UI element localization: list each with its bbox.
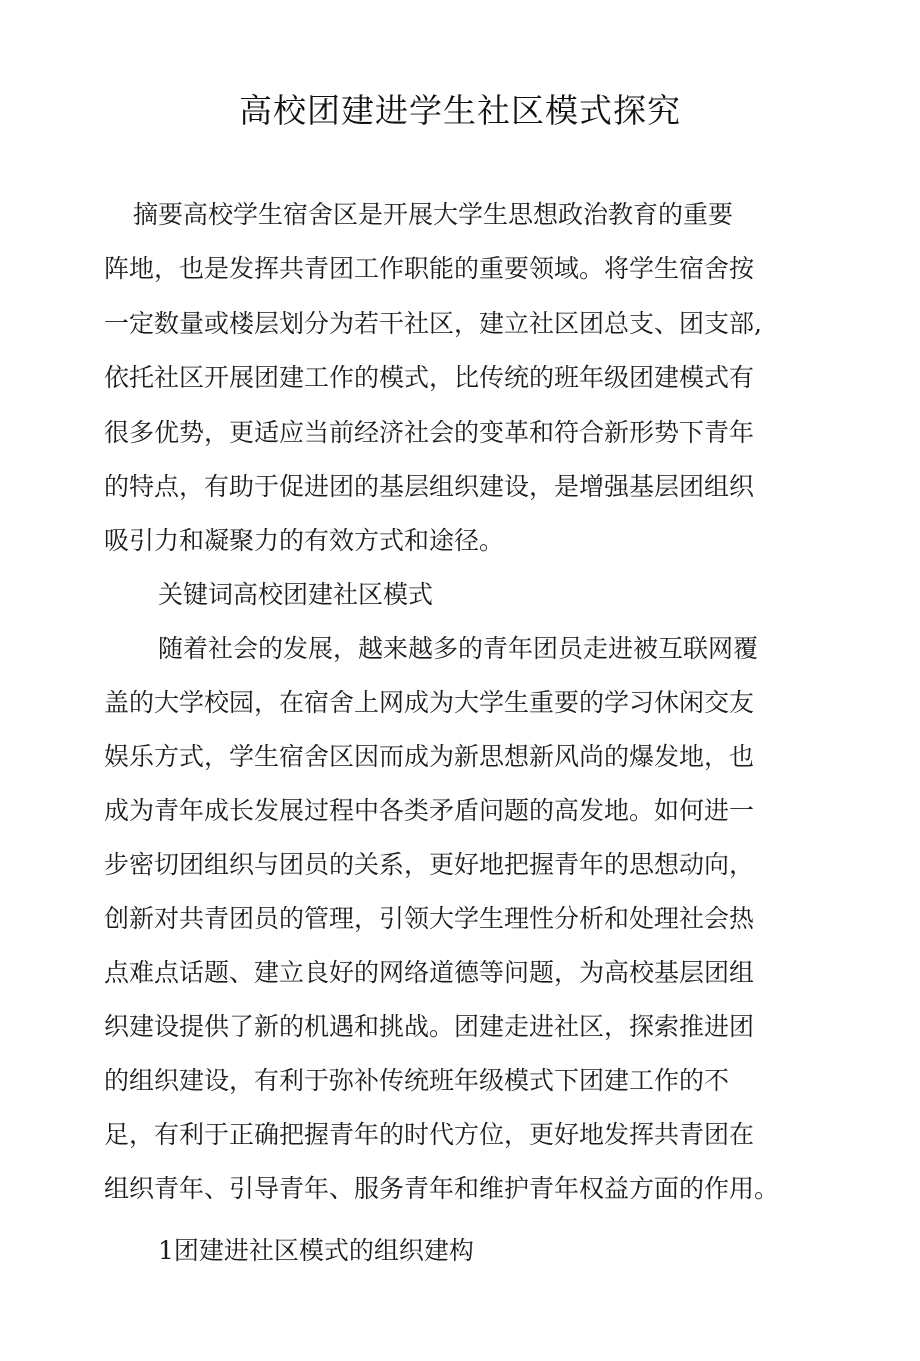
keywords-line: 关键词高校团建社区模式: [158, 580, 434, 609]
section-heading: 1团建进社区模式的组织建构: [158, 1236, 474, 1265]
body-line: 成为青年成长发展过程中各类矛盾问题的高发地。如何进一: [104, 796, 755, 825]
document-title: 高校团建进学生社区模式探究: [239, 91, 681, 130]
body-line: 足，有利于正确把握青年的时代方位，更好地发挥共青团在: [104, 1120, 755, 1149]
body-line: 组织青年、引导青年、服务青年和维护青年权益方面的作用。: [104, 1174, 780, 1203]
body-line: 随着社会的发展，越来越多的青年团员走进被互联网覆: [158, 634, 759, 663]
abstract-line: 很多优势，更适应当前经济社会的变革和符合新形势下青年: [104, 418, 755, 447]
abstract-line: 依托社区开展团建工作的模式，比传统的班年级团建模式有: [104, 363, 755, 392]
body-line: 创新对共青团员的管理，引领大学生理性分析和处理社会热: [104, 904, 755, 933]
abstract-line: 的特点，有助于促进团的基层组织建设，是增强基层团组织: [104, 472, 755, 501]
abstract-line: 吸引力和凝聚力的有效方式和途径。: [104, 526, 505, 555]
body-line: 织建设提供了新的机遇和挑战。团建走进社区，探索推进团: [104, 1012, 755, 1041]
body-line: 娱乐方式，学生宿舍区因而成为新思想新风尚的爆发地，也: [104, 742, 755, 771]
abstract-line: 阵地，也是发挥共青团工作职能的重要领域。将学生宿舍按: [104, 254, 755, 283]
abstract-line: 摘要高校学生宿舍区是开展大学生思想政治教育的重要: [133, 200, 734, 229]
abstract-line: 一定数量或楼层划分为若干社区，建立社区团总支、团支部,: [104, 309, 762, 338]
body-line: 盖的大学校园，在宿舍上网成为大学生重要的学习休闲交友: [104, 688, 755, 717]
body-line: 点难点话题、建立良好的网络道德等问题，为高校基层团组: [104, 958, 755, 987]
body-line: 步密切团组织与团员的关系，更好地把握青年的思想动向，: [104, 850, 755, 879]
body-line: 的组织建设，有利于弥补传统班年级模式下团建工作的不: [104, 1066, 730, 1095]
